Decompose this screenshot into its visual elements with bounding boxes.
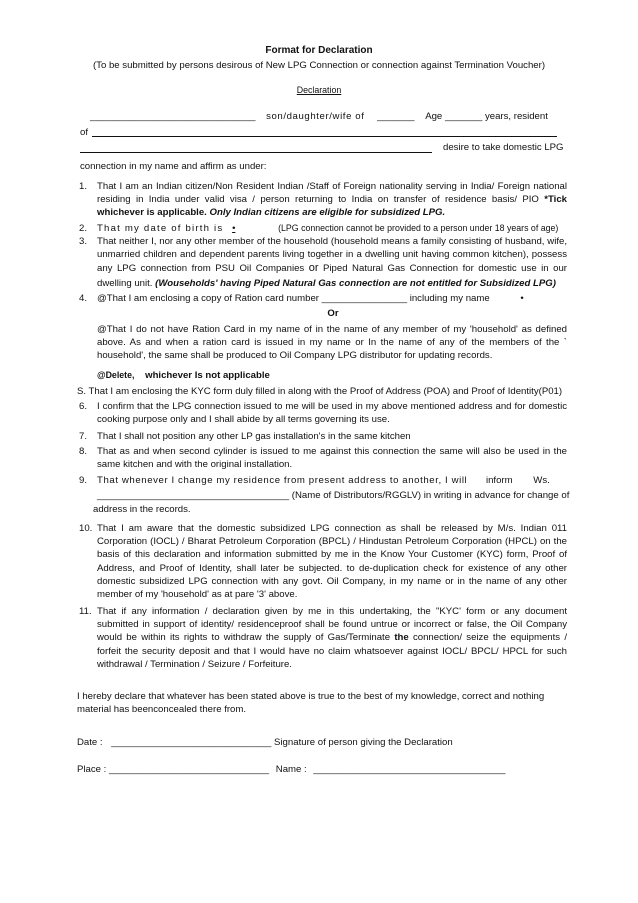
item-2: 2. That my date of birth is • (LPG connection cannot be provided to a person under 18 years of age) <box>79 223 559 234</box>
relation-blank: _______ <box>377 111 415 122</box>
item-3: 3. That neither I, nor any other member of the household (household means a family consisting of husband, wife, unmarried children and dependent parents living together in a dwelling unit having common kitchen), possess any LPG connection from PSU Oil Companies or Piped Natural Gas Connection for domestic use in our dwelling unit. (Wouseholds' having Piped Natural Gas connection are not entitled for Subsidized LPG) <box>79 236 567 289</box>
alt-paragraph: @That I do not have Ration Card in my name of in the name of any member of my 'household' as defined above. As and when a ration card is issued in my name or In the name of any of the members of the ` household', the same shall be produced to Oil Company LPG distributor for updating records. <box>97 324 567 362</box>
intro-line-1 <box>90 110 580 123</box>
or-label: Or <box>327 308 339 319</box>
date-blank: ______________________________ <box>111 737 272 748</box>
item-9: 9. That whenever I change my residence from present address to another, I will inform Ws. <box>79 475 550 486</box>
date-label: Date : <box>77 737 103 748</box>
address-line-2 <box>80 152 432 153</box>
item-9-line-2: ____________________________________ (Name of Distributors/RGGLV) in writing in advance for change of <box>97 490 570 501</box>
item-8: 8. That as and when second cylinder is issued to me against this connection the same will also be used in the same kitchen and with the original installation. <box>79 446 567 471</box>
subtitle: (To be submitted by persons desirous of New LPG Connection or connection against Termination Voucher) <box>92 60 546 71</box>
item-1: 1. That I am an Indian citizen/Non Resident Indian /Staff of Foreign nationality serving in India/ Foreign national residing in India under valid visa / person returning to India on transfer of residence basis/ PIO *Tick whichever is applicable. Only Indian citizens are eligible for subsidized LPG. <box>79 181 567 219</box>
item-11: 11. That if any information / declaration given by me in this undertaking, the "KYC' form or any document submitted in support of identity/ residenceproof shall be found untrue or incorrect or false, the Oil Company would be within its rights to withdraw the supply of Gas/Terminate the connection/ seize the equipments / forfeit the security deposit and that I would have no claim whatsoever against IOCL/ BPCL/ HPCL for such withdrawal / Termination / Seizure / Forfeiture. <box>79 606 567 670</box>
name-label: Name : <box>275 764 307 775</box>
age-label: Age <box>425 111 443 122</box>
name-blank-footer: ____________________________________ <box>313 764 506 775</box>
closing-statement: I hereby declare that whatever has been stated above is true to the best of my knowledge, correct and nothing material has beenconcealed there from. <box>77 691 545 716</box>
item-4: 4. @That I am enclosing a copy of Ration card number ________________ including my name • <box>79 293 524 304</box>
age-blank: _______ <box>444 111 483 122</box>
place-label: Place : <box>77 764 107 775</box>
item-9-line-3: address in the records. <box>93 504 191 515</box>
son-of-label: son/daughter/wife of <box>266 111 365 122</box>
place-blank: ______________________________ <box>109 764 270 775</box>
of-label: of <box>80 127 89 138</box>
connection-text: connection in my name and affirm as under: <box>80 161 267 172</box>
signature-label: Signature of person giving the Declaration <box>274 737 453 748</box>
place-line <box>77 763 577 776</box>
address-line-1 <box>92 136 557 137</box>
item-5: S. That I am enclosing the KYC form duly filled in along with the Proof of Address (POA) and Proof of Identity(P01) <box>77 386 563 397</box>
years-label: years, resident <box>484 111 548 122</box>
item-10: 10. That I am aware that the domestic subsidized LPG connection as shall be released by M/s. Indian 011 Corporation (IOCL) / Bharat Petroleum Corporation (BPCL) / Hindustan Petroleum Corporation (HPCL) on the basis of this declaration and information submitted by me in the Know Your Customer (KYC) form, Proof of Address, and Proof of Identity, shall later be subjected. to de-duplication check for existence of any other domestic subsidized LPG connection with any govt. Oil Company, in my name or in the name of any other member of my 'household' as at pare '3' above. <box>79 523 567 601</box>
page-title: Format for Declaration <box>265 45 373 56</box>
intro-line-2 <box>80 126 88 139</box>
item-7: 7. That I shall not position any other LP gas installation's in the same kitchen <box>79 431 411 442</box>
date-line <box>77 736 577 749</box>
declaration-heading: Declaration <box>296 85 342 95</box>
name-blank: _______________________________ <box>90 111 256 122</box>
item-6: 6. I confirm that the LPG connection issued to me will be used in my above mentioned address and for domestic cooking purpose only and I shall abide by all terms governing its use. <box>79 401 567 426</box>
desire-text: desire to take domestic LPG <box>443 142 564 153</box>
delete-note: @Delete, whichever Is not applicable <box>97 370 270 381</box>
